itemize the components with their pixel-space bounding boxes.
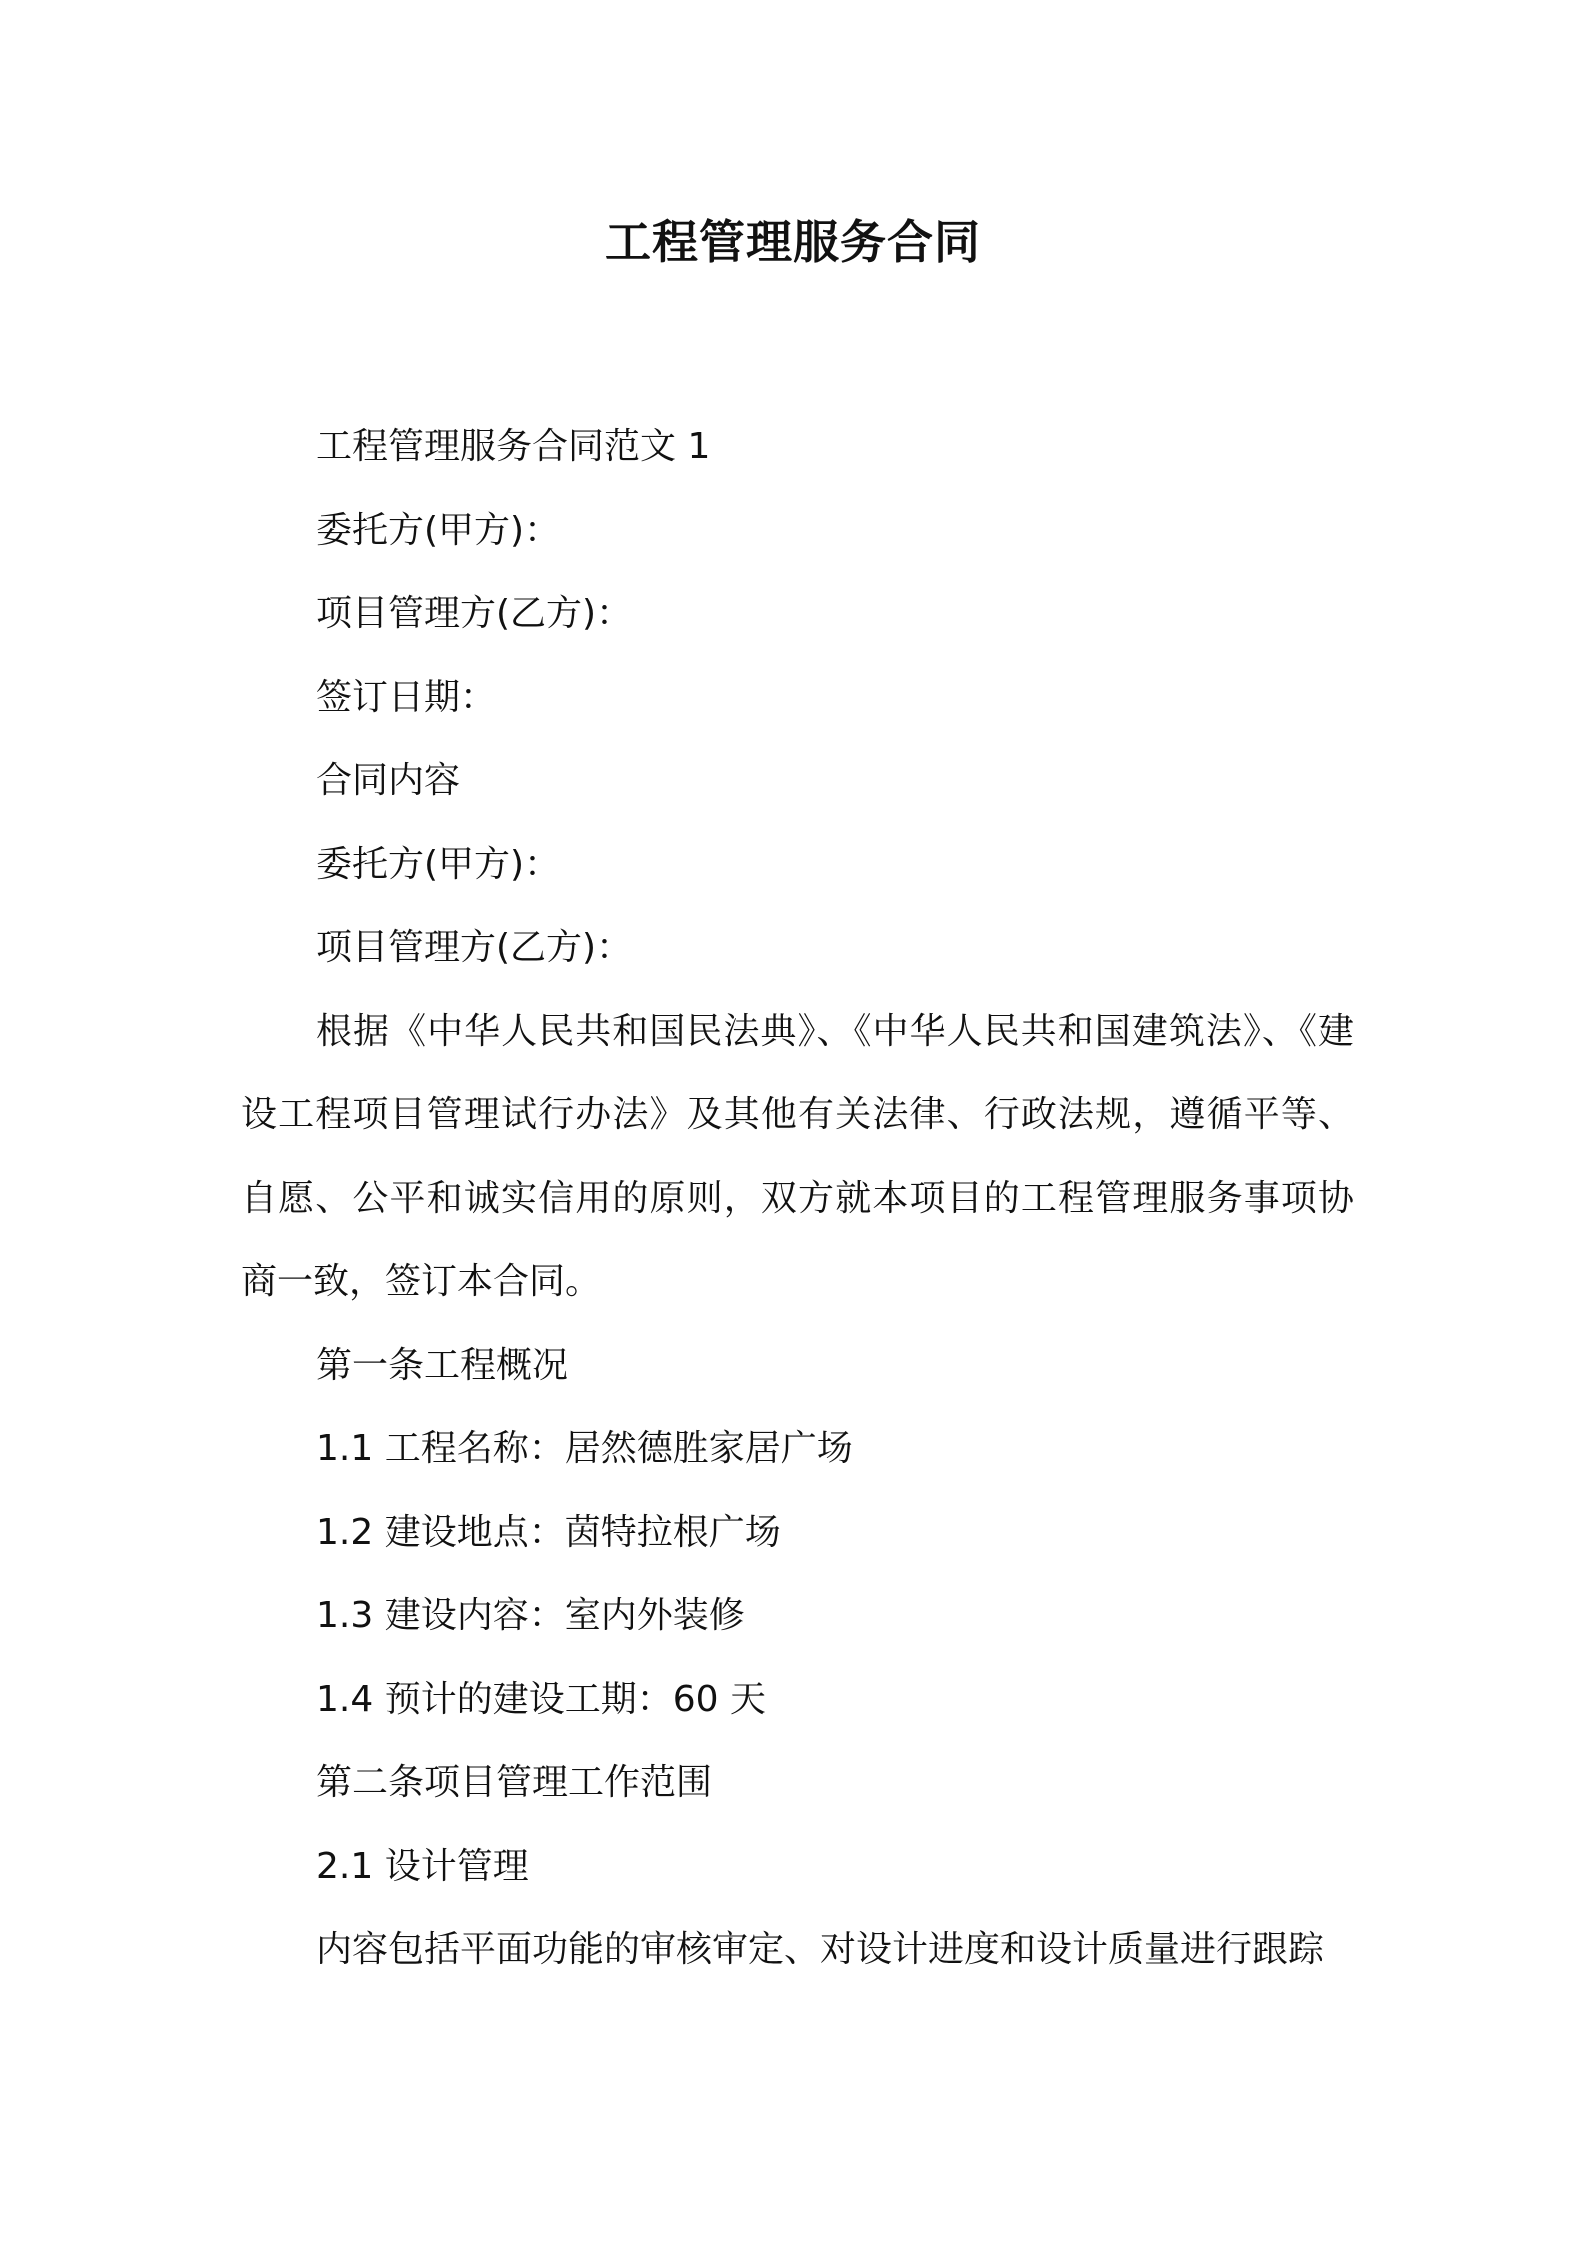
line-client-repeat: 委托方(甲方)： [316,843,561,885]
article-1-item-name: 1.1 工程名称：居然德胜家居广场 [316,1428,853,1469]
article-2-subheading: 2.1 设计管理 [316,1845,529,1887]
line-sample-title: 工程管理服务合同范文 1 [316,426,711,467]
article-1-heading: 第一条工程概况 [316,1344,569,1386]
article-2-text: 内容包括平面功能的审核审定、对设计进度和设计质量进行跟踪 [316,1929,1325,1970]
preamble-paragraph: 根据《中华人民共和国民法典》、《中华人民共和国建筑法》、《建设工程项目管理试行办法》及其他有关法律、行政法规，遵循平等、自愿、公平和诚实信用的原则，双方就本项目的工程管理服务事项协商一致，签订本合同。 [241,1010,1354,1302]
line-manager-repeat: 项目管理方(乙方)： [316,927,633,968]
article-2-heading: 第二条项目管理工作范围 [316,1762,713,1803]
line-manager: 项目管理方(乙方)： [316,593,633,634]
line-client: 委托方(甲方)： [316,509,561,551]
line-sign-date: 签订日期： [316,676,497,718]
document-body [241,405,1354,1992]
document-title: 工程管理服务合同 [605,215,981,269]
article-1-item-content: 1.3 建设内容：室内外装修 [316,1595,745,1636]
article-1-item-location: 1.2 建设地点：茵特拉根广场 [316,1511,781,1553]
line-contract-content: 合同内容 [316,760,461,801]
article-1-item-duration: 1.4 预计的建设工期：60 天 [316,1678,766,1720]
